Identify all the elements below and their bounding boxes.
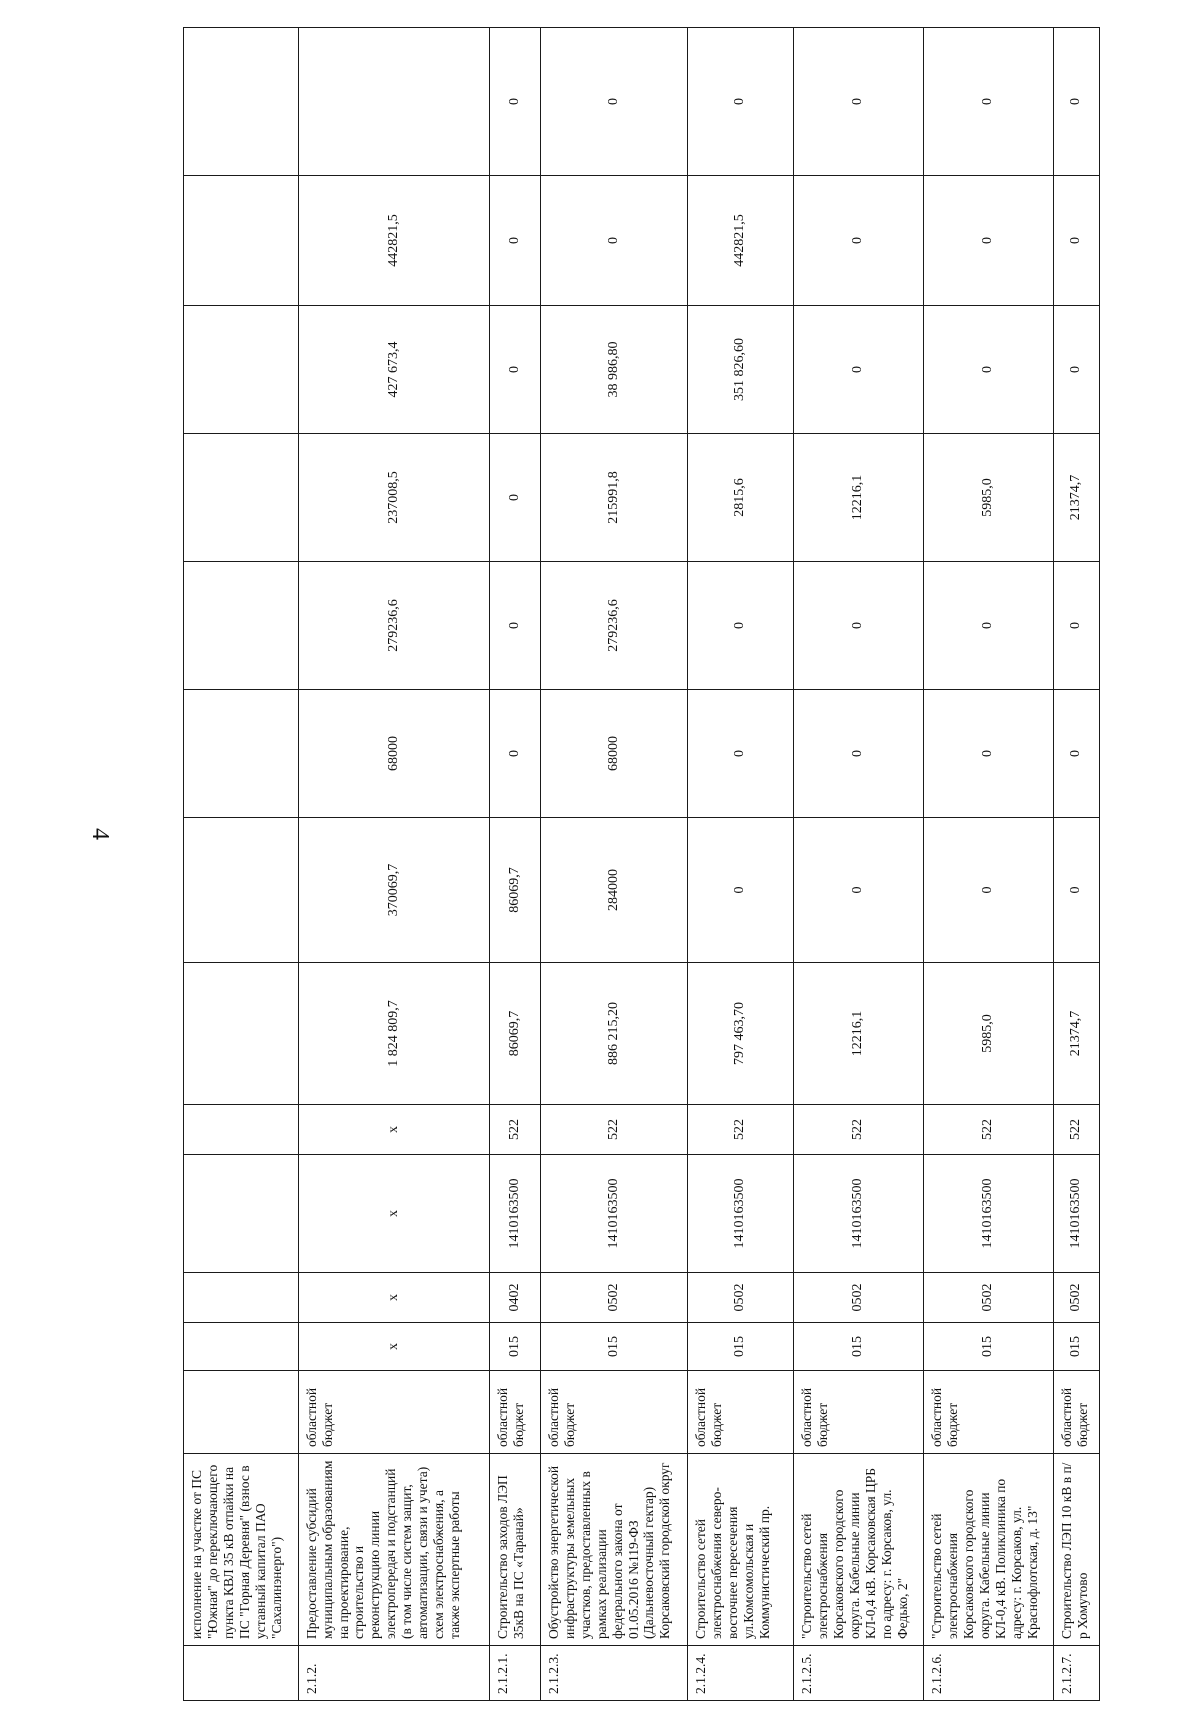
row-rz: 0402 [489,1273,540,1323]
row-year-3: 0 [489,562,540,690]
row-grbs: 015 [540,1323,687,1371]
row-name: Строительство сетей электроснабжения северо-восточнее пересечения ул.Комсомольская и Коммунистический пр. [687,1454,793,1646]
row-year-5: 0 [489,306,540,434]
rotated-table-container [183,28,1100,1701]
row-rz: 0502 [1054,1273,1100,1323]
row-grbs: 015 [924,1323,1054,1371]
row-rz: 0502 [924,1273,1054,1323]
row-year-7: 0 [540,28,687,176]
row-year-5: 351 826,60 [687,306,793,434]
table-row [540,28,687,1701]
table-body [184,28,1100,1701]
row-name: "Строительство сетей электроснабжения Корсаковского городского округа. Кабельные линии КЛ-0,4 кВ. Поликлиника по адресу: г. Корсаков, ул. Краснофлотская, д. 13" [924,1454,1054,1646]
row-source: областной бюджет [489,1371,540,1454]
row-vr: 522 [1054,1105,1100,1155]
row-year-1: 0 [1054,818,1100,963]
row-vr: 522 [794,1105,924,1155]
row-year-4: 5985,0 [924,434,1054,562]
row-source: областной бюджет [924,1371,1054,1454]
row-source: областной бюджет [540,1371,687,1454]
row-total: 86069,7 [489,963,540,1105]
row-name: Предоставление субсидий муниципальным образованиям на проектирование, строительство и реконструкцию линии электропередач и подстанций (в том числе систем защит, автоматизации, связи и учета) схем электроснабжения, а также экспертные работы [298,1454,489,1646]
row-year-7: 0 [1054,28,1100,176]
row-name: Строительство ЛЭП 10 кВ в п/р Хомутово [1054,1454,1100,1646]
row-grbs [184,1323,299,1371]
row-vr: 522 [924,1105,1054,1155]
row-grbs: 015 [794,1323,924,1371]
row-code: 2.1.2. [298,1646,489,1701]
row-year-4: 0 [489,434,540,562]
row-total: 12216,1 [794,963,924,1105]
row-year-1: 0 [794,818,924,963]
row-year-3: 0 [1054,562,1100,690]
row-total: 886 215,20 [540,963,687,1105]
row-total: 21374,7 [1054,963,1100,1105]
row-year-5: 427 673,4 [298,306,489,434]
row-rz [184,1273,299,1323]
row-total: 5985,0 [924,963,1054,1105]
row-year-7: 0 [794,28,924,176]
row-rz: 0502 [687,1273,793,1323]
row-code: 2.1.2.1. [489,1646,540,1701]
row-year-3: 0 [794,562,924,690]
row-source: областной бюджет [687,1371,793,1454]
row-grbs: x [298,1323,489,1371]
row-year-4: 21374,7 [1054,434,1100,562]
row-code [184,1646,299,1701]
table-row [1054,28,1100,1701]
row-year-2: 0 [924,690,1054,818]
row-csr: 1410163500 [540,1155,687,1273]
row-year-2: 0 [489,690,540,818]
row-year-6: 0 [489,176,540,306]
table-row [794,28,924,1701]
row-year-1 [184,818,299,963]
row-year-6: 442821,5 [687,176,793,306]
row-rz: 0502 [540,1273,687,1323]
row-year-7 [184,28,299,176]
row-total: 797 463,70 [687,963,793,1105]
row-year-1: 284000 [540,818,687,963]
row-source: областной бюджет [794,1371,924,1454]
row-vr: x [298,1105,489,1155]
row-source [184,1371,299,1454]
row-year-2: 0 [794,690,924,818]
row-year-2 [184,690,299,818]
row-year-2: 68000 [298,690,489,818]
row-year-7: 0 [489,28,540,176]
table-row [489,28,540,1701]
row-code: 2.1.2.5. [794,1646,924,1701]
table-row [924,28,1054,1701]
row-year-1: 370069,7 [298,818,489,963]
row-csr: 1410163500 [794,1155,924,1273]
row-year-3: 279236,6 [298,562,489,690]
row-name: Строительство заходов ЛЭП 35кВ на ПС «Таранай» [489,1454,540,1646]
row-source: областной бюджет [298,1371,489,1454]
row-year-5: 0 [794,306,924,434]
row-year-5: 0 [924,306,1054,434]
row-year-4 [184,434,299,562]
budget-table [183,27,1100,1701]
row-csr: 1410163500 [687,1155,793,1273]
row-name: "Строительство сетей электроснабжения Корсаковского городского округа. Кабельные линии КЛ-0,4 кВ. Корсаковская ЦРБ по адресу: г. Корсаков, ул. Федько, 2" [794,1454,924,1646]
row-year-3 [184,562,299,690]
row-code: 2.1.2.6. [924,1646,1054,1701]
row-grbs: 015 [1054,1323,1100,1371]
row-year-7: 0 [687,28,793,176]
row-vr: 522 [489,1105,540,1155]
row-year-3: 279236,6 [540,562,687,690]
row-year-2: 68000 [540,690,687,818]
row-csr: 1410163500 [489,1155,540,1273]
row-year-4: 2815,6 [687,434,793,562]
row-year-5: 38 986,80 [540,306,687,434]
row-year-2: 0 [687,690,793,818]
row-year-6: 442821,5 [298,176,489,306]
row-vr: 522 [540,1105,687,1155]
row-code: 2.1.2.7. [1054,1646,1100,1701]
row-year-6: 0 [924,176,1054,306]
row-total [184,963,299,1105]
row-csr: x [298,1155,489,1273]
row-year-7: 0 [924,28,1054,176]
row-year-6 [184,176,299,306]
row-name: Обустройство энергетической инфраструктуры земельных участков, предоставленных в рамках реализации федерального закона от 01.05.2016 №119-ФЗ (Дальневосточный гектар) Корсаковский городской округ [540,1454,687,1646]
row-year-1: 86069,7 [489,818,540,963]
row-vr [184,1105,299,1155]
row-year-4: 237008,5 [298,434,489,562]
row-grbs: 015 [687,1323,793,1371]
row-name: исполнение на участке от ПС "Южная" до переключающего пункта КВЛ 35 кВ отпайки на ПС "Горная Деревня" (взнос в уставный капитал ПАО "Сахалинэнерго") [184,1454,299,1646]
row-year-4: 215991,8 [540,434,687,562]
row-year-1: 0 [924,818,1054,963]
table-row [687,28,793,1701]
row-year-6: 0 [540,176,687,306]
row-year-6: 0 [1054,176,1100,306]
row-source: областной бюджет [1054,1371,1100,1454]
row-code: 2.1.2.4. [687,1646,793,1701]
row-csr [184,1155,299,1273]
row-total: 1 824 809,7 [298,963,489,1105]
row-year-5: 0 [1054,306,1100,434]
row-year-3: 0 [687,562,793,690]
row-year-7 [298,28,489,176]
row-year-6: 0 [794,176,924,306]
row-rz: x [298,1273,489,1323]
row-csr: 1410163500 [924,1155,1054,1273]
row-year-1: 0 [687,818,793,963]
row-vr: 522 [687,1105,793,1155]
table-row [184,28,299,1701]
page-number: 4 [87,828,113,840]
row-year-5 [184,306,299,434]
row-rz: 0502 [794,1273,924,1323]
row-grbs: 015 [489,1323,540,1371]
row-csr: 1410163500 [1054,1155,1100,1273]
row-year-3: 0 [924,562,1054,690]
row-year-4: 12216,1 [794,434,924,562]
row-code: 2.1.2.3. [540,1646,687,1701]
table-row [298,28,489,1701]
row-year-2: 0 [1054,690,1100,818]
